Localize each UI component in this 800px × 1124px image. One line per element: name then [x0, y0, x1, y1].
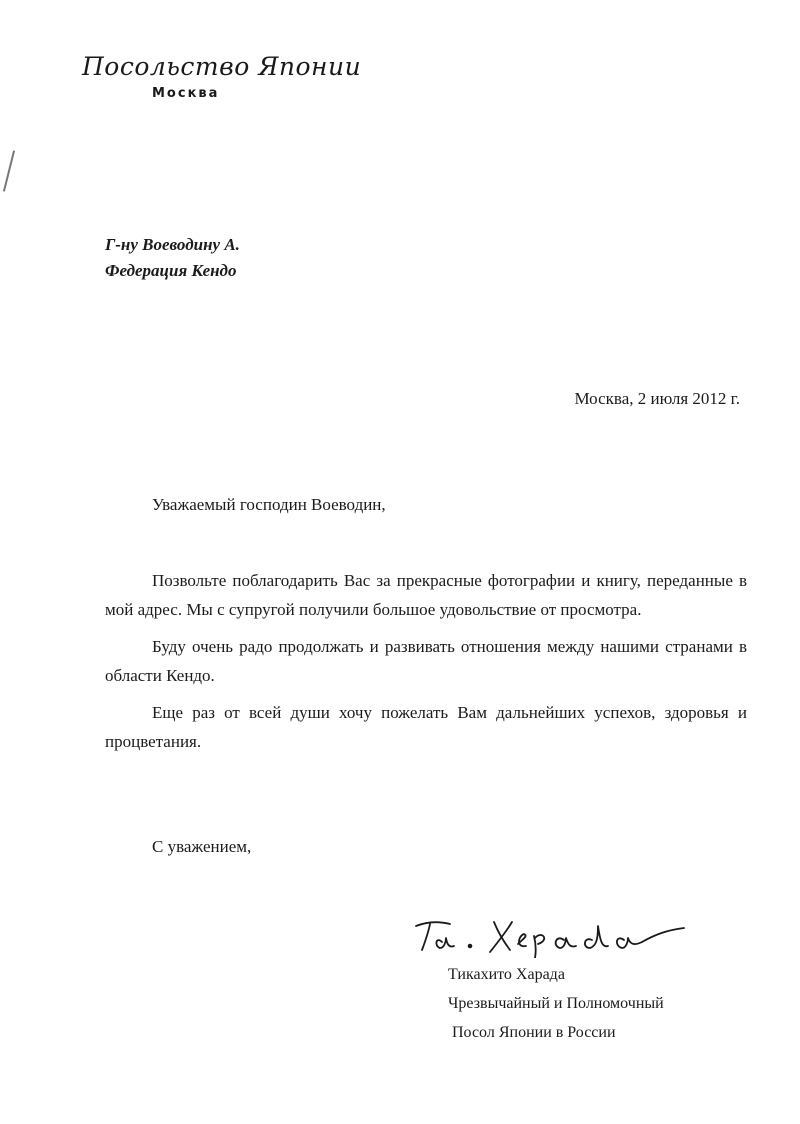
handwritten-signature [412, 910, 692, 958]
salutation: Уважаемый господин Воеводин, [152, 495, 386, 514]
paragraph: Буду очень радо продолжать и развивать отношения между нашими странами в области Кендо. [105, 637, 747, 685]
recipient-block [105, 232, 240, 284]
signer-name: Тикахито Харада [448, 966, 565, 983]
closing: С уважением, [152, 837, 252, 856]
embassy-name: Посольство Японии [82, 52, 362, 81]
recipient-organization: Федерация Кендо [105, 261, 237, 280]
recipient-name: Г-ну Воеводину А. [105, 235, 240, 254]
letter-body [105, 566, 747, 764]
letterhead [82, 52, 362, 101]
signer-title: Чрезвычайный и Полномочный [448, 995, 664, 1012]
scan-mark [3, 150, 15, 191]
signer-position: Посол Японии в России [452, 1024, 616, 1041]
paragraph: Позвольте поблагодарить Вас за прекрасные фотографии и книгу, переданные в мой адрес. Мы с супругой получили большое удовольствие от просмотра. [105, 571, 747, 619]
signer-block [448, 960, 664, 1047]
embassy-city: Москва [152, 86, 220, 101]
paragraph: Еще раз от всей души хочу пожелать Вам дальнейших успехов, здоровья и процветания. [105, 703, 747, 751]
letter-date: Москва, 2 июля 2012 г. [574, 389, 740, 408]
